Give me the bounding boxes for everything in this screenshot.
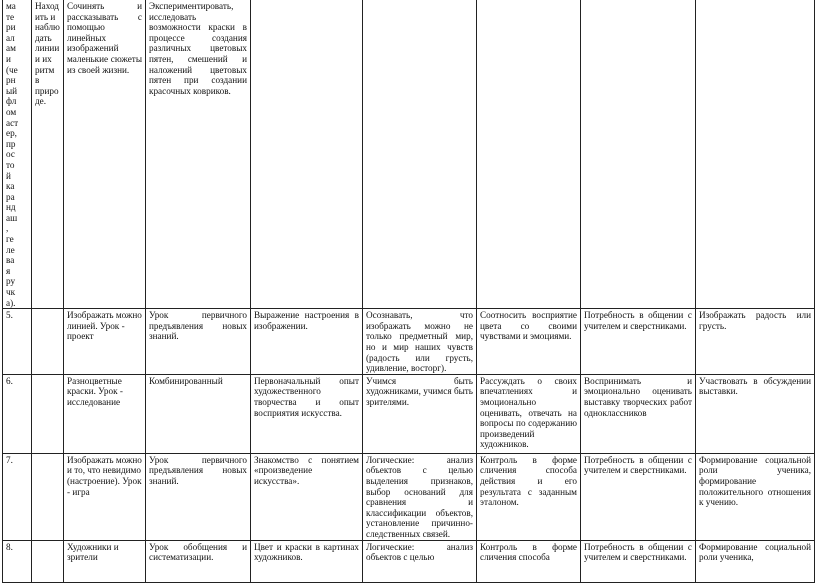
- content-cell: Цвет и краски в картинах художников.: [251, 540, 363, 582]
- communicative-cell: Воспринимать и эмоционально оценивать выставку творческих работ одноклассников: [581, 374, 696, 453]
- cognitive-cell: Учимся быть художниками, учимся быть зрителями.: [363, 374, 477, 453]
- regulatory-cell: Контроль в форме сличения способа действия и его результата с заданным эталоном.: [477, 453, 581, 540]
- content-cell: Выражение настроения в изображении.: [251, 309, 363, 375]
- cognitive-cell: Логические: анализ объектов с целью выделения признаков, выбор оснований для сравнения и классификации объектов, установление причинно-следственных связей.: [363, 453, 477, 540]
- lesson-topic-cell: Изображать можно линией. Урок - проект: [64, 309, 146, 375]
- lesson-type-cell: Урок первичного предъявления новых знаний.: [146, 453, 251, 540]
- table-row: [3, 374, 815, 453]
- content-cell: Знакомство с понятием «произведение искусства».: [251, 453, 363, 540]
- table-row: [3, 540, 815, 582]
- table-row: [3, 309, 815, 375]
- row-number-cell: ма те ри ал ам и (че рн ый фл ом аст ер, пр ос то й ка ра нд аш , ге ле ва я ру чк а).: [3, 0, 32, 309]
- row-number-cell: 8.: [3, 540, 32, 582]
- table-cell: [477, 0, 581, 309]
- lesson-topic-cell: Сочинять и рассказывать с помощью линейных изображений маленькие сюжеты из своей жизни.: [64, 0, 146, 309]
- regulatory-cell: Контроль в форме сличения способа: [477, 540, 581, 582]
- table-cell: [32, 453, 64, 540]
- table-cell: [32, 374, 64, 453]
- table-cell: [32, 540, 64, 582]
- table-cell: [251, 0, 363, 309]
- row-number-cell: 7.: [3, 453, 32, 540]
- lesson-type-cell: Комбинированный: [146, 374, 251, 453]
- personal-cell: Формирование социальной роли ученика, формирование положительного отношения к учению.: [696, 453, 815, 540]
- table-cell: Наход ить и наблю дать линии и их ритм в приро де.: [32, 0, 64, 309]
- lesson-topic-cell: Художники и зрители: [64, 540, 146, 582]
- lesson-type-cell: Экспериментировать, исследовать возможности краски в процессе создания различных цветовых пятен, смешений и наложений цветовых пятен при создании красочных ковриков.: [146, 0, 251, 309]
- lesson-plan-table: [2, 0, 815, 583]
- table-cell: [32, 309, 64, 375]
- communicative-cell: Потребность в общении с учителем и сверстниками.: [581, 309, 696, 375]
- lesson-type-cell: Урок первичного предъявления новых знаний.: [146, 309, 251, 375]
- communicative-cell: Потребность в общении с учителем и сверстниками.: [581, 540, 696, 582]
- table-cell: [363, 0, 477, 309]
- regulatory-cell: Рассуждать о своих впечатлениях и эмоционально оценивать, отвечать на вопросы по содержанию произведений художников.: [477, 374, 581, 453]
- table-cell: [696, 0, 815, 309]
- personal-cell: Формирование социальной роли ученика,: [696, 540, 815, 582]
- personal-cell: Участвовать в обсуждении выставки.: [696, 374, 815, 453]
- lesson-topic-cell: Изображать можно и то, что невидимо (настроение). Урок - игра: [64, 453, 146, 540]
- lesson-type-cell: Урок обобщения и систематизации.: [146, 540, 251, 582]
- personal-cell: Изображать радость или грусть.: [696, 309, 815, 375]
- content-cell: Первоначальный опыт художественного творчества и опыт восприятия искусства.: [251, 374, 363, 453]
- row-number-cell: 6.: [3, 374, 32, 453]
- lesson-topic-cell: Разноцветные краски. Урок - исследование: [64, 374, 146, 453]
- table-row: [3, 453, 815, 540]
- table-cell: [581, 0, 696, 309]
- cognitive-cell: Осознавать, что изображать можно не только предметный мир, но и мир наших чувств (радость или грусть, удивление, восторг).: [363, 309, 477, 375]
- regulatory-cell: Соотносить восприятие цвета со своими чувствами и эмоциями.: [477, 309, 581, 375]
- cognitive-cell: Логические: анализ объектов с целью: [363, 540, 477, 582]
- table-row: [3, 0, 815, 309]
- row-number-cell: 5.: [3, 309, 32, 375]
- communicative-cell: Потребность в общении с учителем и сверстниками.: [581, 453, 696, 540]
